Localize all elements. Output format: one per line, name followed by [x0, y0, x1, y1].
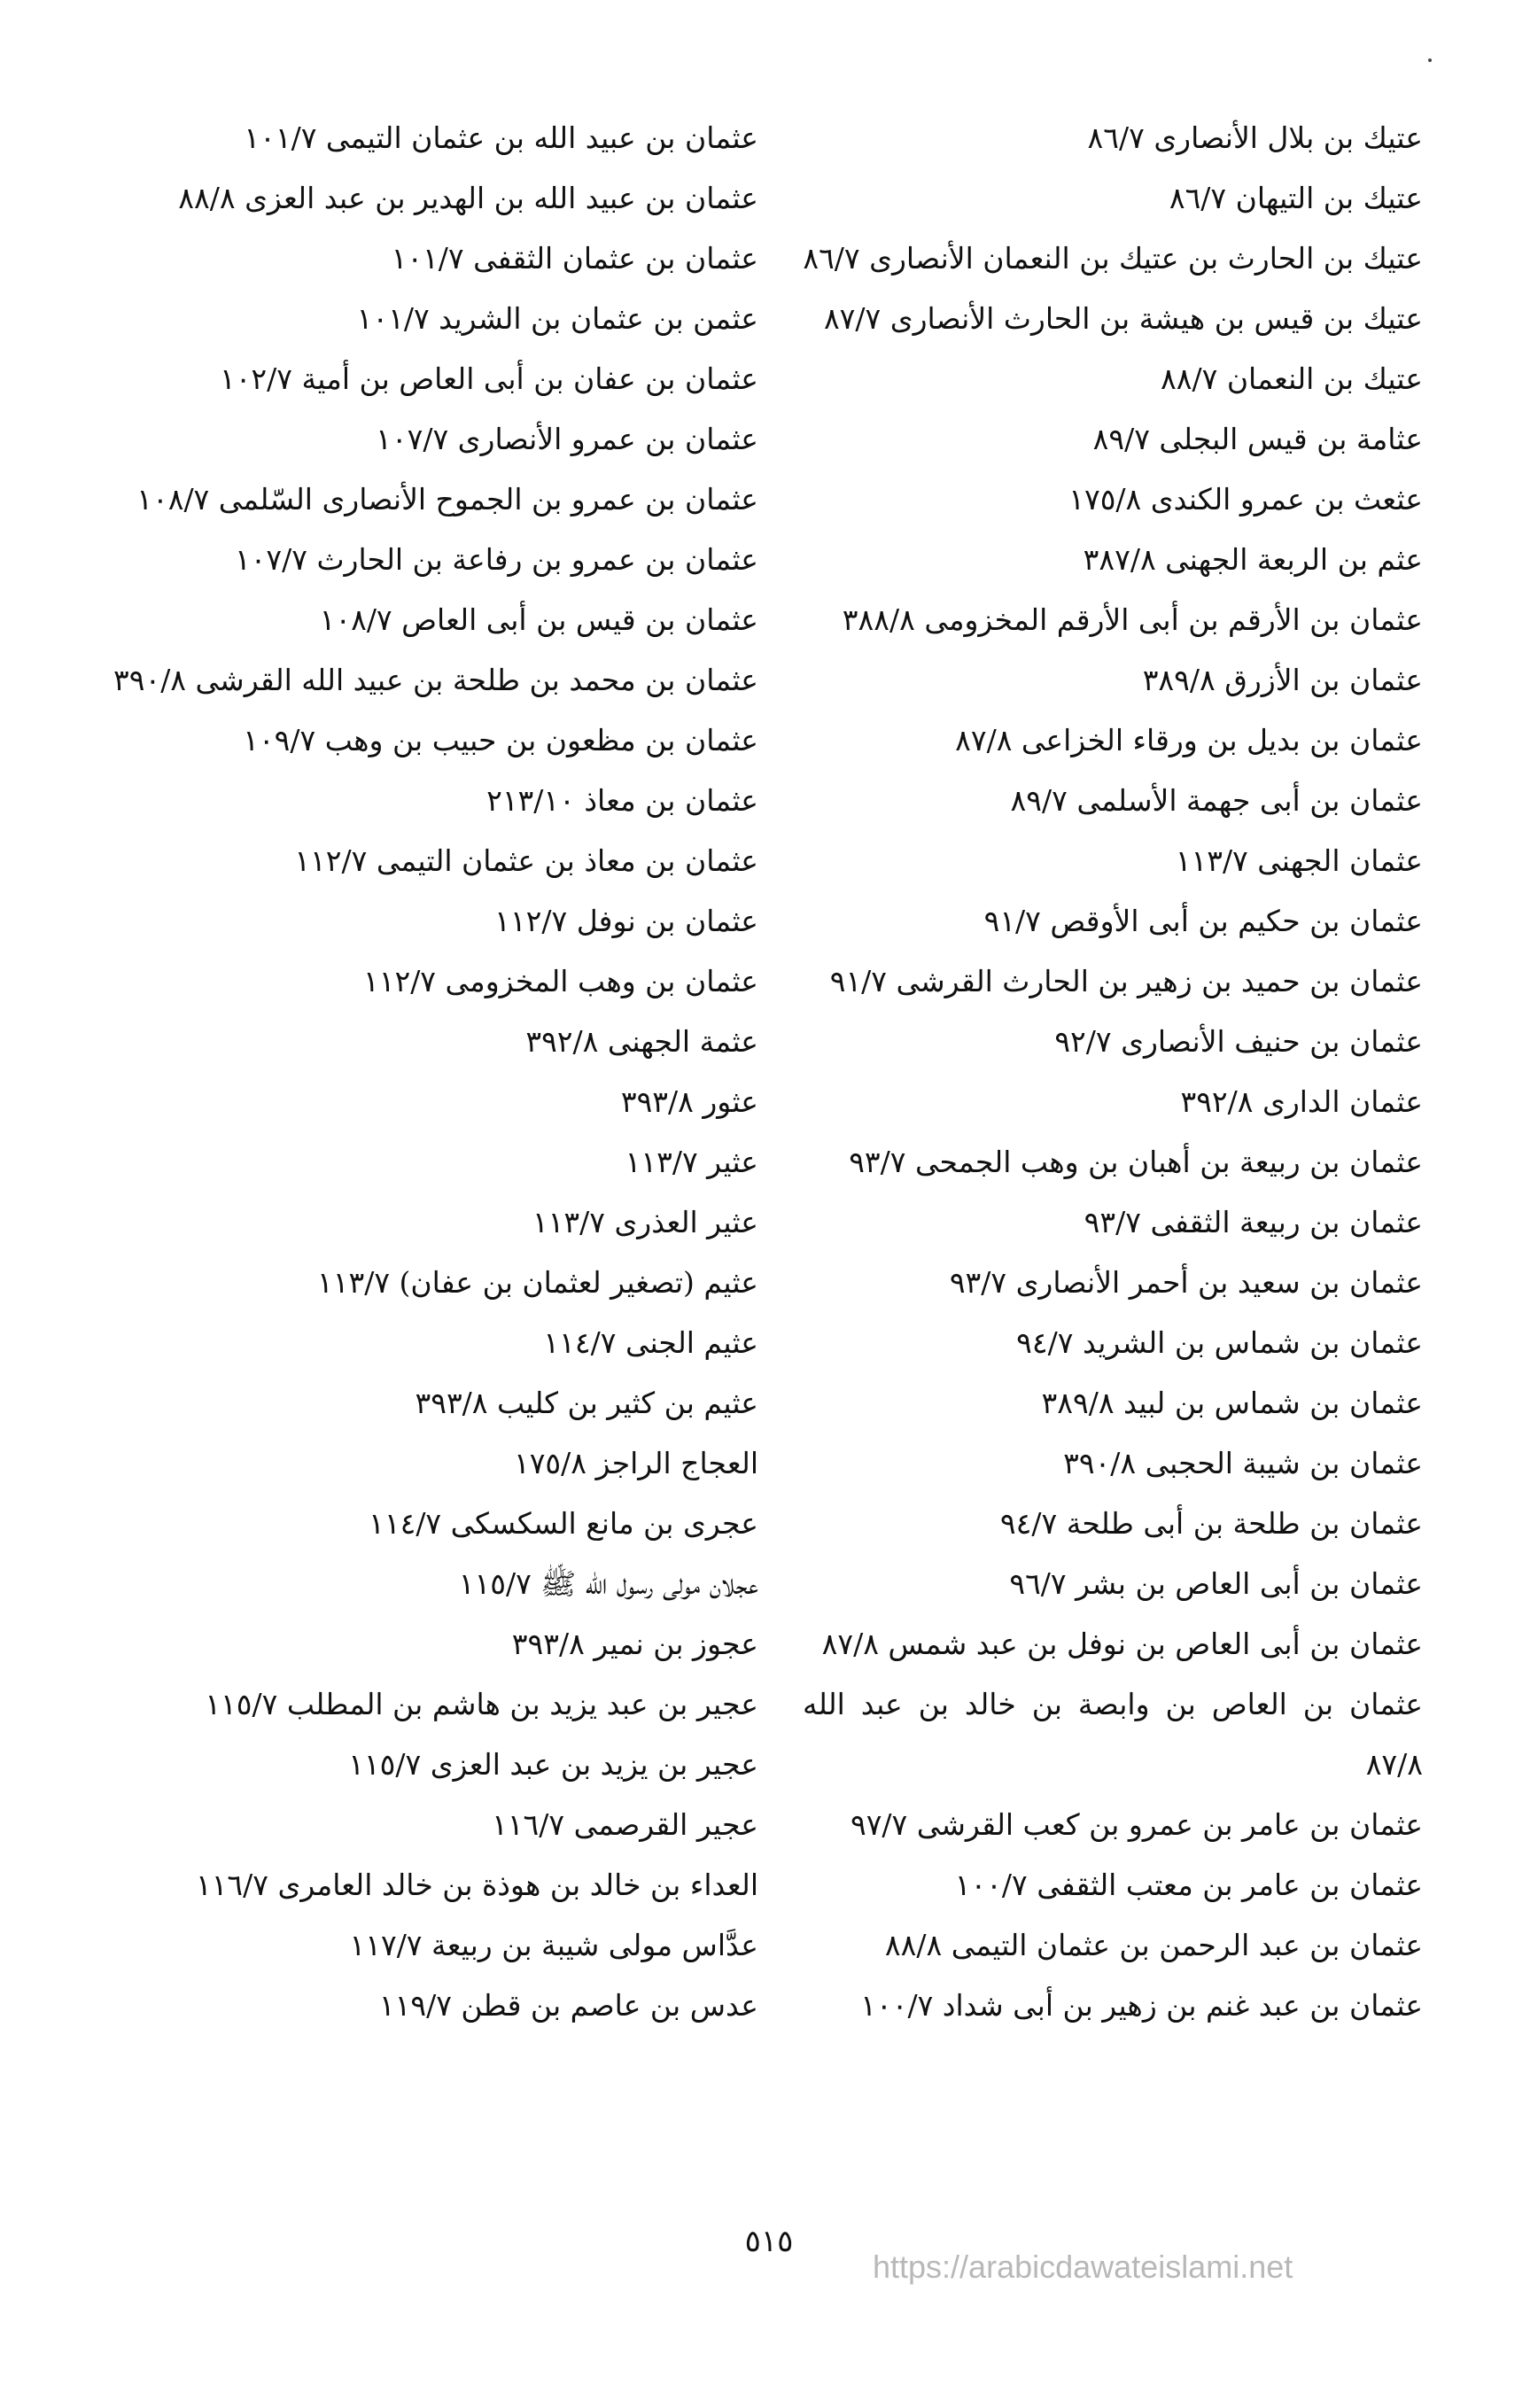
index-entry: عثمان بن ربيعة بن أهبان بن وهب الجمحى ٩٣/٧	[849, 1145, 1423, 1179]
index-entry: عتيك بن الحارث بن عتيك بن النعمان الأنصارى ٨٦/٧	[803, 241, 1423, 276]
index-entry: عتيك بن بلال الأنصارى ٨٦/٧	[1087, 120, 1423, 155]
index-entry: عجير بن يزيد بن عبد العزى ١١٥/٧	[348, 1747, 758, 1782]
index-entry: عثعث بن عمرو الكندى ١٧٥/٨	[1068, 482, 1423, 517]
index-entry: عتيك بن قيس بن هيشة بن الحارث الأنصارى ٨٧/٧	[823, 301, 1423, 336]
index-entry: العداء بن خالد بن هوذة بن خالد العامرى ١١٦/٧	[195, 1868, 758, 1902]
index-entry: عثمان بن سعيد بن أحمر الأنصارى ٩٣/٧	[949, 1265, 1423, 1300]
page-number: ٥١٥	[744, 2224, 794, 2259]
watermark-url: https://arabicdawateislami.net	[873, 2249, 1293, 2285]
index-entry: عجرى بن مانع السكسكى ١١٤/٧	[369, 1506, 758, 1541]
index-entry: عثمن بن عثمان بن الشريد ١٠١/٧	[356, 301, 758, 336]
index-entry: عثير العذرى ١١٣/٧	[532, 1205, 758, 1239]
index-entry: عجير القرصمى ١١٦/٧	[492, 1807, 758, 1842]
index-entry: عثمان بن عامر بن عمرو بن كعب القرشى ٩٧/٧	[850, 1807, 1423, 1842]
index-entry: عثمان بن أبى العاص بن نوفل بن عبد شمس ٨٧/٨	[821, 1627, 1423, 1661]
index-entry: العجاج الراجز ١٧٥/٨	[513, 1446, 758, 1480]
index-entry: عجلان مولى رسول الله ﷺ ١١٥/٧	[458, 1566, 758, 1601]
index-entry: عثمان بن عبد الرحمن بن عثمان التيمى ٨٨/٨	[884, 1928, 1423, 1962]
index-entry: عثمان بن نوفل ١١٢/٧	[494, 904, 758, 938]
index-entry: عثمان بن الأزرق ٣٨٩/٨	[1142, 663, 1423, 697]
index-entry: عثم بن الربعة الجهنى ٣٨٧/٨	[1083, 542, 1423, 577]
index-entry: عثمان بن العاص بن وابصة بن خالد بن عبد الله ٨٧/٨	[803, 1687, 1423, 1782]
index-entry: عتيك بن النعمان ٨٨/٧	[1161, 361, 1423, 396]
index-entry: عثامة بن قيس البجلى ٨٩/٧	[1092, 422, 1423, 456]
index-column-left	[103, 108, 758, 2036]
index-entry: عثمان بن أبى جهمة الأسلمى ٨٩/٧	[1010, 783, 1423, 818]
index-entry: عدس بن عاصم بن قطن ١١٩/٧	[378, 1988, 758, 2023]
index-entry: عثمان بن حنيف الأنصارى ٩٢/٧	[1054, 1024, 1423, 1059]
index-entry: عثمان بن عبيد الله بن عثمان التيمى ١٠١/٧	[244, 120, 758, 155]
index-entry: عثمان بن معاذ ٢١٣/١٠	[486, 783, 758, 818]
index-entry: عثمان بن الأرقم بن أبى الأرقم المخزومى ٣٨٨/٨	[842, 602, 1423, 637]
index-entry: عثمان بن عبد غنم بن زهير بن أبى شداد ١٠٠/٧	[860, 1988, 1423, 2023]
index-entry: عثمان بن طلحة بن أبى طلحة ٩٤/٧	[999, 1506, 1423, 1541]
index-entry: عثمان الدارى ٣٩٢/٨	[1180, 1084, 1423, 1119]
index-column-right	[803, 108, 1423, 2036]
index-entry: عثيم الجنى ١١٤/٧	[543, 1325, 758, 1360]
index-entry: عثير ١١٣/٧	[625, 1145, 758, 1179]
index-entry: عتيك بن التيهان ٨٦/٧	[1169, 181, 1423, 215]
index-entry: عدَّاس مولى شيبة بن ربيعة ١١٧/٧	[349, 1928, 758, 1962]
index-entry: عثمان الجهنى ١١٣/٧	[1175, 843, 1423, 878]
index-entry: عثمان بن عثمان الثقفى ١٠١/٧	[391, 241, 758, 276]
index-entry: عجوز بن نمير ٣٩٣/٨	[511, 1627, 758, 1661]
index-entry: عثمان بن حكيم بن أبى الأوقص ٩١/٧	[983, 904, 1423, 938]
index-entry: عثمان بن حميد بن زهير بن الحارث القرشى ٩١/٧	[829, 964, 1423, 998]
speck-mark	[1428, 58, 1432, 62]
index-entry: عثمان بن عمرو الأنصارى ١٠٧/٧	[376, 422, 758, 456]
index-entry: عثمان بن محمد بن طلحة بن عبيد الله القرشى ٣٩٠/٨	[113, 663, 758, 697]
index-entry: عثمان بن عمرو بن رفاعة بن الحارث ١٠٧/٧	[234, 542, 758, 577]
index-entry: عثيم بن كثير بن كليب ٣٩٣/٨	[415, 1386, 758, 1420]
index-entry: عثمان بن شماس بن الشريد ٩٤/٧	[1016, 1325, 1423, 1360]
index-entry: عثيم (تصغير لعثمان بن عفان) ١١٣/٧	[317, 1265, 758, 1300]
index-entry: عثمان بن عمرو بن الجموح الأنصارى السّلمى ١٠٨/٧	[136, 482, 758, 517]
index-entry: عثمان بن ربيعة الثقفى ٩٣/٧	[1084, 1205, 1423, 1239]
index-entry: عثمان بن معاذ بن عثمان التيمى ١١٢/٧	[294, 843, 758, 878]
index-entry: عثمان بن وهب المخزومى ١١٢/٧	[363, 964, 758, 998]
index-entry: عثمان بن عبيد الله بن الهدير بن عبد العزى ٨٨/٨	[178, 181, 758, 215]
index-entry: عثمان بن أبى العاص بن بشر ٩٦/٧	[1009, 1566, 1423, 1601]
index-entry: عجير بن عبد يزيد بن هاشم بن المطلب ١١٥/٧	[205, 1687, 758, 1721]
index-entry: عثمان بن مظعون بن حبيب بن وهب ١٠٩/٧	[243, 723, 758, 757]
index-entry: عثور ٣٩٣/٨	[620, 1084, 758, 1119]
index-entry: عثمان بن عامر بن معتب الثقفى ١٠٠/٧	[954, 1868, 1423, 1902]
index-entry: عثمة الجهنى ٣٩٢/٨	[525, 1024, 758, 1059]
index-entry: عثمان بن بديل بن ورقاء الخزاعى ٨٧/٨	[955, 723, 1423, 757]
index-entry: عثمان بن شماس بن لبيد ٣٨٩/٨	[1041, 1386, 1423, 1420]
index-entry: عثمان بن عفان بن أبى العاص بن أمية ١٠٢/٧	[219, 361, 758, 396]
index-entry: عثمان بن قيس بن أبى العاص ١٠٨/٧	[319, 602, 758, 637]
index-entry: عثمان بن شيبة الحجبى ٣٩٠/٨	[1063, 1446, 1423, 1480]
